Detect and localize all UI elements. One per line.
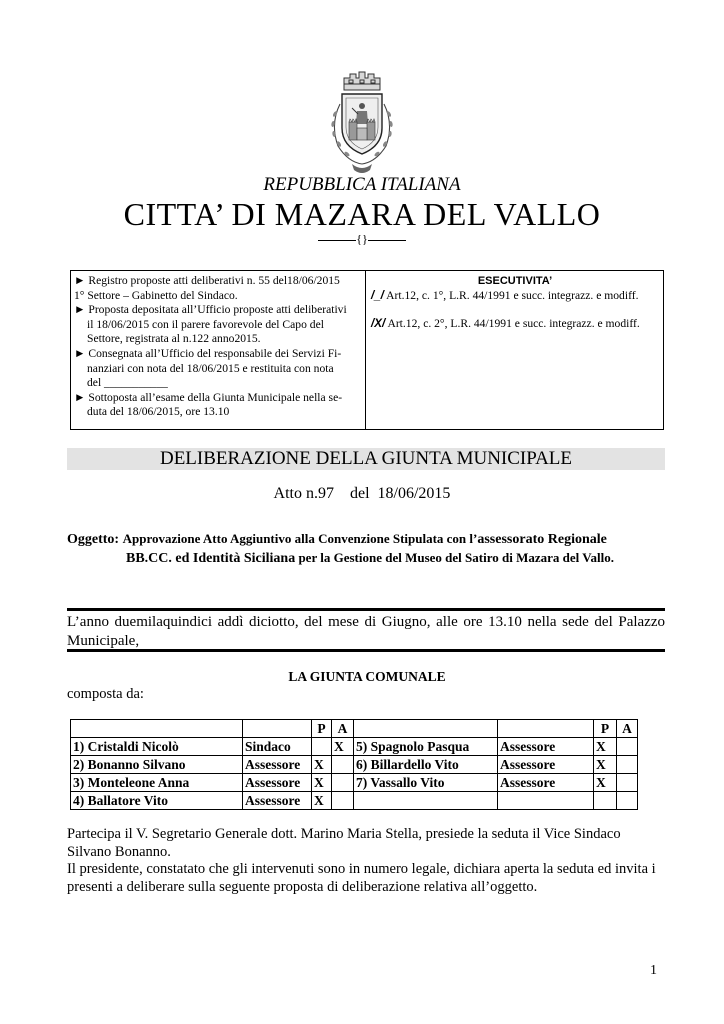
member-name: 5) Spagnolo Pasqua — [354, 738, 498, 756]
registration-line: ► Registro proposte atti deliberativi n. 55 del18/06/2015 — [74, 274, 340, 287]
registration-line: nanziari con nota del 18/06/2015 e restituita con nota — [87, 361, 334, 375]
member-role: Assessore — [498, 738, 594, 756]
title-ornament — [0, 232, 724, 247]
absent-mark — [617, 792, 638, 810]
absent-mark — [332, 774, 354, 792]
absent-mark — [332, 792, 354, 810]
registration-line: ► Sottoposta all’esame della Giunta Municipale nella se- — [74, 390, 343, 404]
member-role — [498, 792, 594, 810]
member-role: Assessore — [498, 756, 594, 774]
absent-mark: X — [332, 738, 354, 756]
executivity-checkbox: /X/ — [371, 317, 386, 331]
subject-label: Oggetto: — [67, 532, 123, 547]
registration-line: ► Proposta depositata all’Ufficio proposte atti deliberativi — [74, 303, 347, 317]
present-mark: X — [594, 738, 617, 756]
absent-header: A — [332, 720, 354, 738]
registration-line: il 18/06/2015 con il parere favorevole del Capo del — [87, 317, 324, 331]
member-name: 2) Bonanno Silvano — [71, 756, 243, 774]
member-name: 6) Billardello Vito — [354, 756, 498, 774]
divider — [67, 649, 665, 652]
city-coat-of-arms — [322, 64, 402, 180]
member-role: Assessore — [498, 774, 594, 792]
executivity-item — [371, 317, 659, 332]
body-paragraph: Partecipa il V. Segretario Generale dott. Marino Maria Stella, presiede la seduta il Vice Sindaco Silvano Bonanno. — [67, 826, 621, 860]
ornament-braces: {} — [356, 232, 368, 246]
subject-text: per la Gestione del Museo del Satiro di Mazara del Vallo. — [295, 550, 614, 565]
absent-mark — [617, 738, 638, 756]
divider — [67, 608, 665, 611]
subject-line-1 — [67, 530, 667, 549]
republic-heading: REPUBBLICA ITALIANA — [263, 174, 461, 195]
member-role: Assessore — [243, 792, 312, 810]
registration-line: ► Consegnata all’Ufficio del responsabile dei Servizi Fi- — [74, 346, 342, 360]
subject-text: assessorato Regionale — [477, 532, 607, 547]
present-mark: X — [594, 756, 617, 774]
present-header: P — [594, 720, 617, 738]
deliberation-heading: DELIBERAZIONE DELLA GIUNTA MUNICIPALE — [67, 448, 665, 470]
registration-line: del ___________ — [87, 376, 168, 390]
absent-mark — [617, 774, 638, 792]
table-row — [71, 792, 638, 810]
member-role: Sindaco — [243, 738, 312, 756]
council-heading: LA GIUNTA COMUNALE — [288, 669, 446, 684]
present-header: P — [312, 720, 332, 738]
registration-details — [71, 271, 366, 429]
executivity-text: Art.12, c. 2°, L.R. 44/1991 e succ. integrazz. e modiff. — [385, 317, 640, 331]
member-name: 7) Vassallo Vito — [354, 774, 498, 792]
composition-label: composta da: — [67, 686, 144, 702]
absent-header: A — [617, 720, 638, 738]
table-row — [71, 774, 638, 792]
member-role: Assessore — [243, 756, 312, 774]
meeting-preamble: L’anno duemilaquindici addì diciotto, del mese di Giugno, alle ore 13.10 nella sede del Palazzo Municipale, — [67, 614, 665, 649]
registration-line: duta del 18/06/2015, ore 13.10 — [87, 405, 230, 419]
executivity-item — [371, 289, 659, 304]
body-paragraph: Il presidente, constatato che gli intervenuti sono in numero legale, dichiara aperta la seduta ed invita i presenti a deliberare sulla seguente proposta di deliberazione relativa all’oggetto. — [67, 861, 656, 895]
minutes-body — [67, 826, 667, 896]
attendance-table — [70, 719, 638, 810]
member-name: 4) Ballatore Vito — [71, 792, 243, 810]
member-name: 3) Monteleone Anna — [71, 774, 243, 792]
present-mark: X — [312, 756, 332, 774]
executivity-section — [367, 271, 663, 432]
absent-mark — [617, 756, 638, 774]
present-mark: X — [594, 774, 617, 792]
city-title: CITTA’ DI MAZARA DEL VALLO — [123, 196, 601, 232]
table-header-row — [71, 720, 638, 738]
present-mark — [594, 792, 617, 810]
page-number: 1 — [650, 963, 657, 978]
registration-line: 1° Settore – Gabinetto del Sindaco. — [74, 288, 238, 302]
table-row — [71, 756, 638, 774]
table-row — [71, 738, 638, 756]
absent-mark — [332, 756, 354, 774]
present-mark: X — [312, 774, 332, 792]
present-mark — [312, 738, 332, 756]
subject-line-2 — [67, 549, 667, 568]
member-name — [354, 792, 498, 810]
member-role: Assessore — [243, 774, 312, 792]
member-name: 1) Cristaldi Nicolò — [71, 738, 243, 756]
registration-box — [70, 270, 664, 430]
subject-block — [67, 530, 667, 568]
act-number: Atto n.97 del 18/06/2015 — [273, 485, 451, 502]
present-mark: X — [312, 792, 332, 810]
executivity-text: Art.12, c. 1°, L.R. 44/1991 e succ. integrazz. e modiff. — [383, 288, 639, 302]
subject-text: Approvazione Atto Aggiuntivo alla Convenzione Stipulata con l’ — [122, 531, 478, 546]
executivity-checkbox: /_/ — [371, 288, 384, 302]
executivity-title: ESECUTIVITA’ — [477, 275, 553, 287]
subject-text: BB.CC. ed Identità Siciliana — [126, 551, 296, 566]
registration-line: Settore, registrata al n.122 anno2015. — [87, 332, 261, 346]
